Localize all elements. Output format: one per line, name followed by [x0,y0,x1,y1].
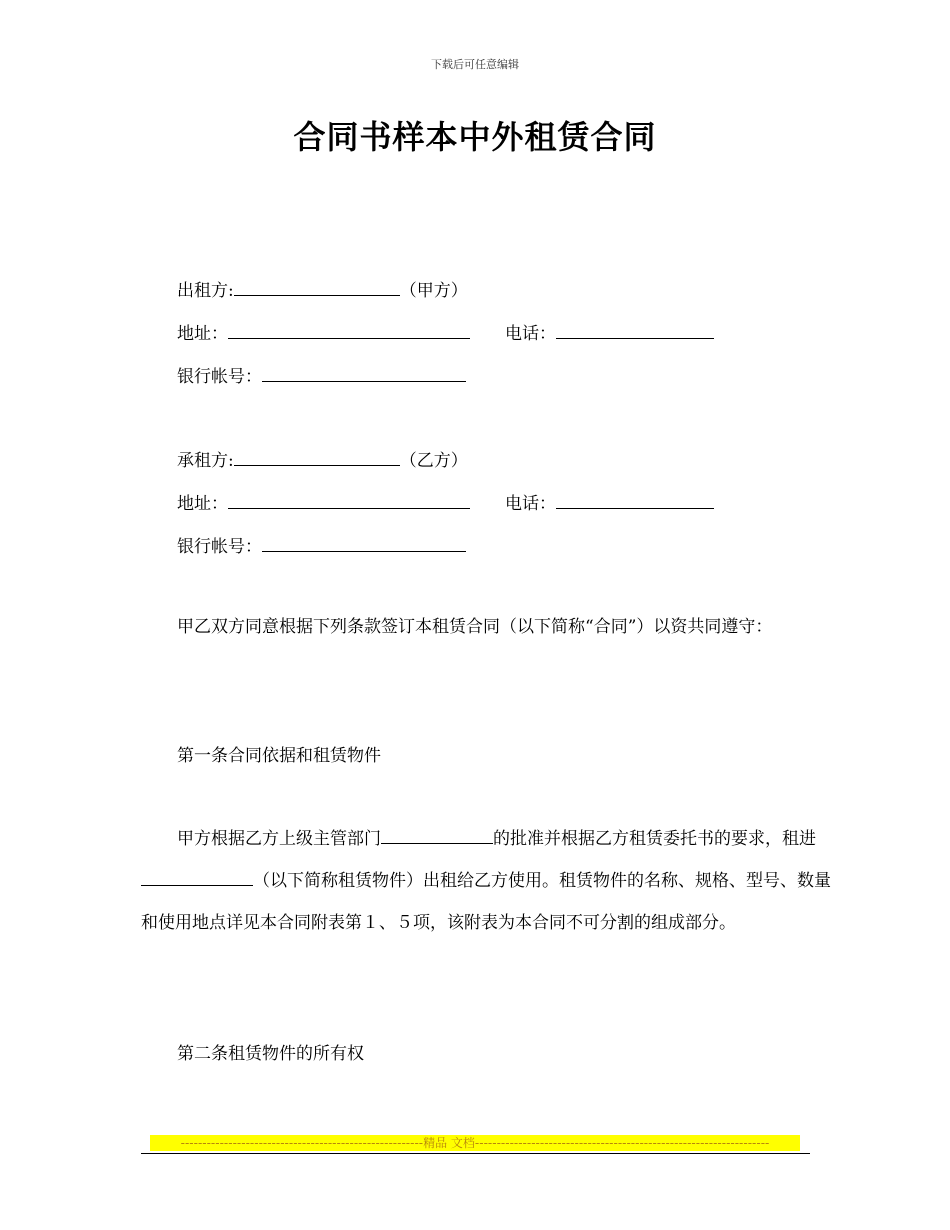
lessee-suffix: （乙方） [399,451,468,471]
lessor-label: 出租方: [177,281,234,301]
lessee-row [177,447,468,472]
lessee-phone-row [505,490,714,515]
article1-part3: （以下简称租赁物件）出租给乙方使用。租赁物件的名称、规格、型号、数量和使用地点详见本合同附表第１、５项，该附表为本合同不可分割的组成部分。 [141,871,831,933]
lessee-address-row [177,490,470,515]
lessor-bank-row [177,363,466,388]
authority-blank[interactable] [381,825,493,844]
lessee-label: 承租方: [177,451,234,471]
lessor-phone-row [505,320,714,345]
lessee-bank-blank[interactable] [262,533,466,552]
header-note: 下载后可任意编辑 [431,58,519,71]
lessee-bank-label: 银行帐号： [177,537,262,557]
footer-banner: --------------------------------------------------------精品 文档-------------------------------------------------------------------- [150,1135,800,1151]
lessor-row [177,277,468,302]
footer-rule [141,1153,810,1154]
article1-heading: 第一条合同依据和租赁物件 [177,746,381,766]
lessor-phone-label: 电话： [505,324,556,344]
lessee-phone-blank[interactable] [556,490,714,509]
intro-text: 甲乙双方同意根据下列条款签订本租赁合同（以下简称“合同”）以资共同遵守： [177,617,773,637]
lessor-phone-blank[interactable] [556,320,714,339]
article1-part1: 甲方根据乙方上级主管部门 [177,829,381,849]
intro-paragraph [141,606,831,648]
lessee-address-label: 地址： [177,494,228,514]
lessee-name-blank[interactable] [234,447,400,466]
article2-heading: 第二条租赁物件的所有权 [177,1044,364,1064]
lessor-bank-blank[interactable] [262,363,466,382]
lessor-suffix: （甲方） [399,281,468,301]
lessor-address-row [177,320,470,345]
lessor-address-label: 地址： [177,324,228,344]
lessee-address-blank[interactable] [228,490,470,509]
article1-part2: 的批准并根据乙方租赁委托书的要求，租进 [493,829,816,849]
lessor-address-blank[interactable] [228,320,470,339]
lessor-bank-label: 银行帐号： [177,367,262,387]
article1-paragraph [141,818,831,944]
lessee-phone-label: 电话： [505,494,556,514]
lessee-bank-row [177,533,466,558]
document-title: 合同书样本中外租赁合同 [293,118,657,156]
leased-item-blank[interactable] [141,867,253,886]
lessor-name-blank[interactable] [234,277,400,296]
